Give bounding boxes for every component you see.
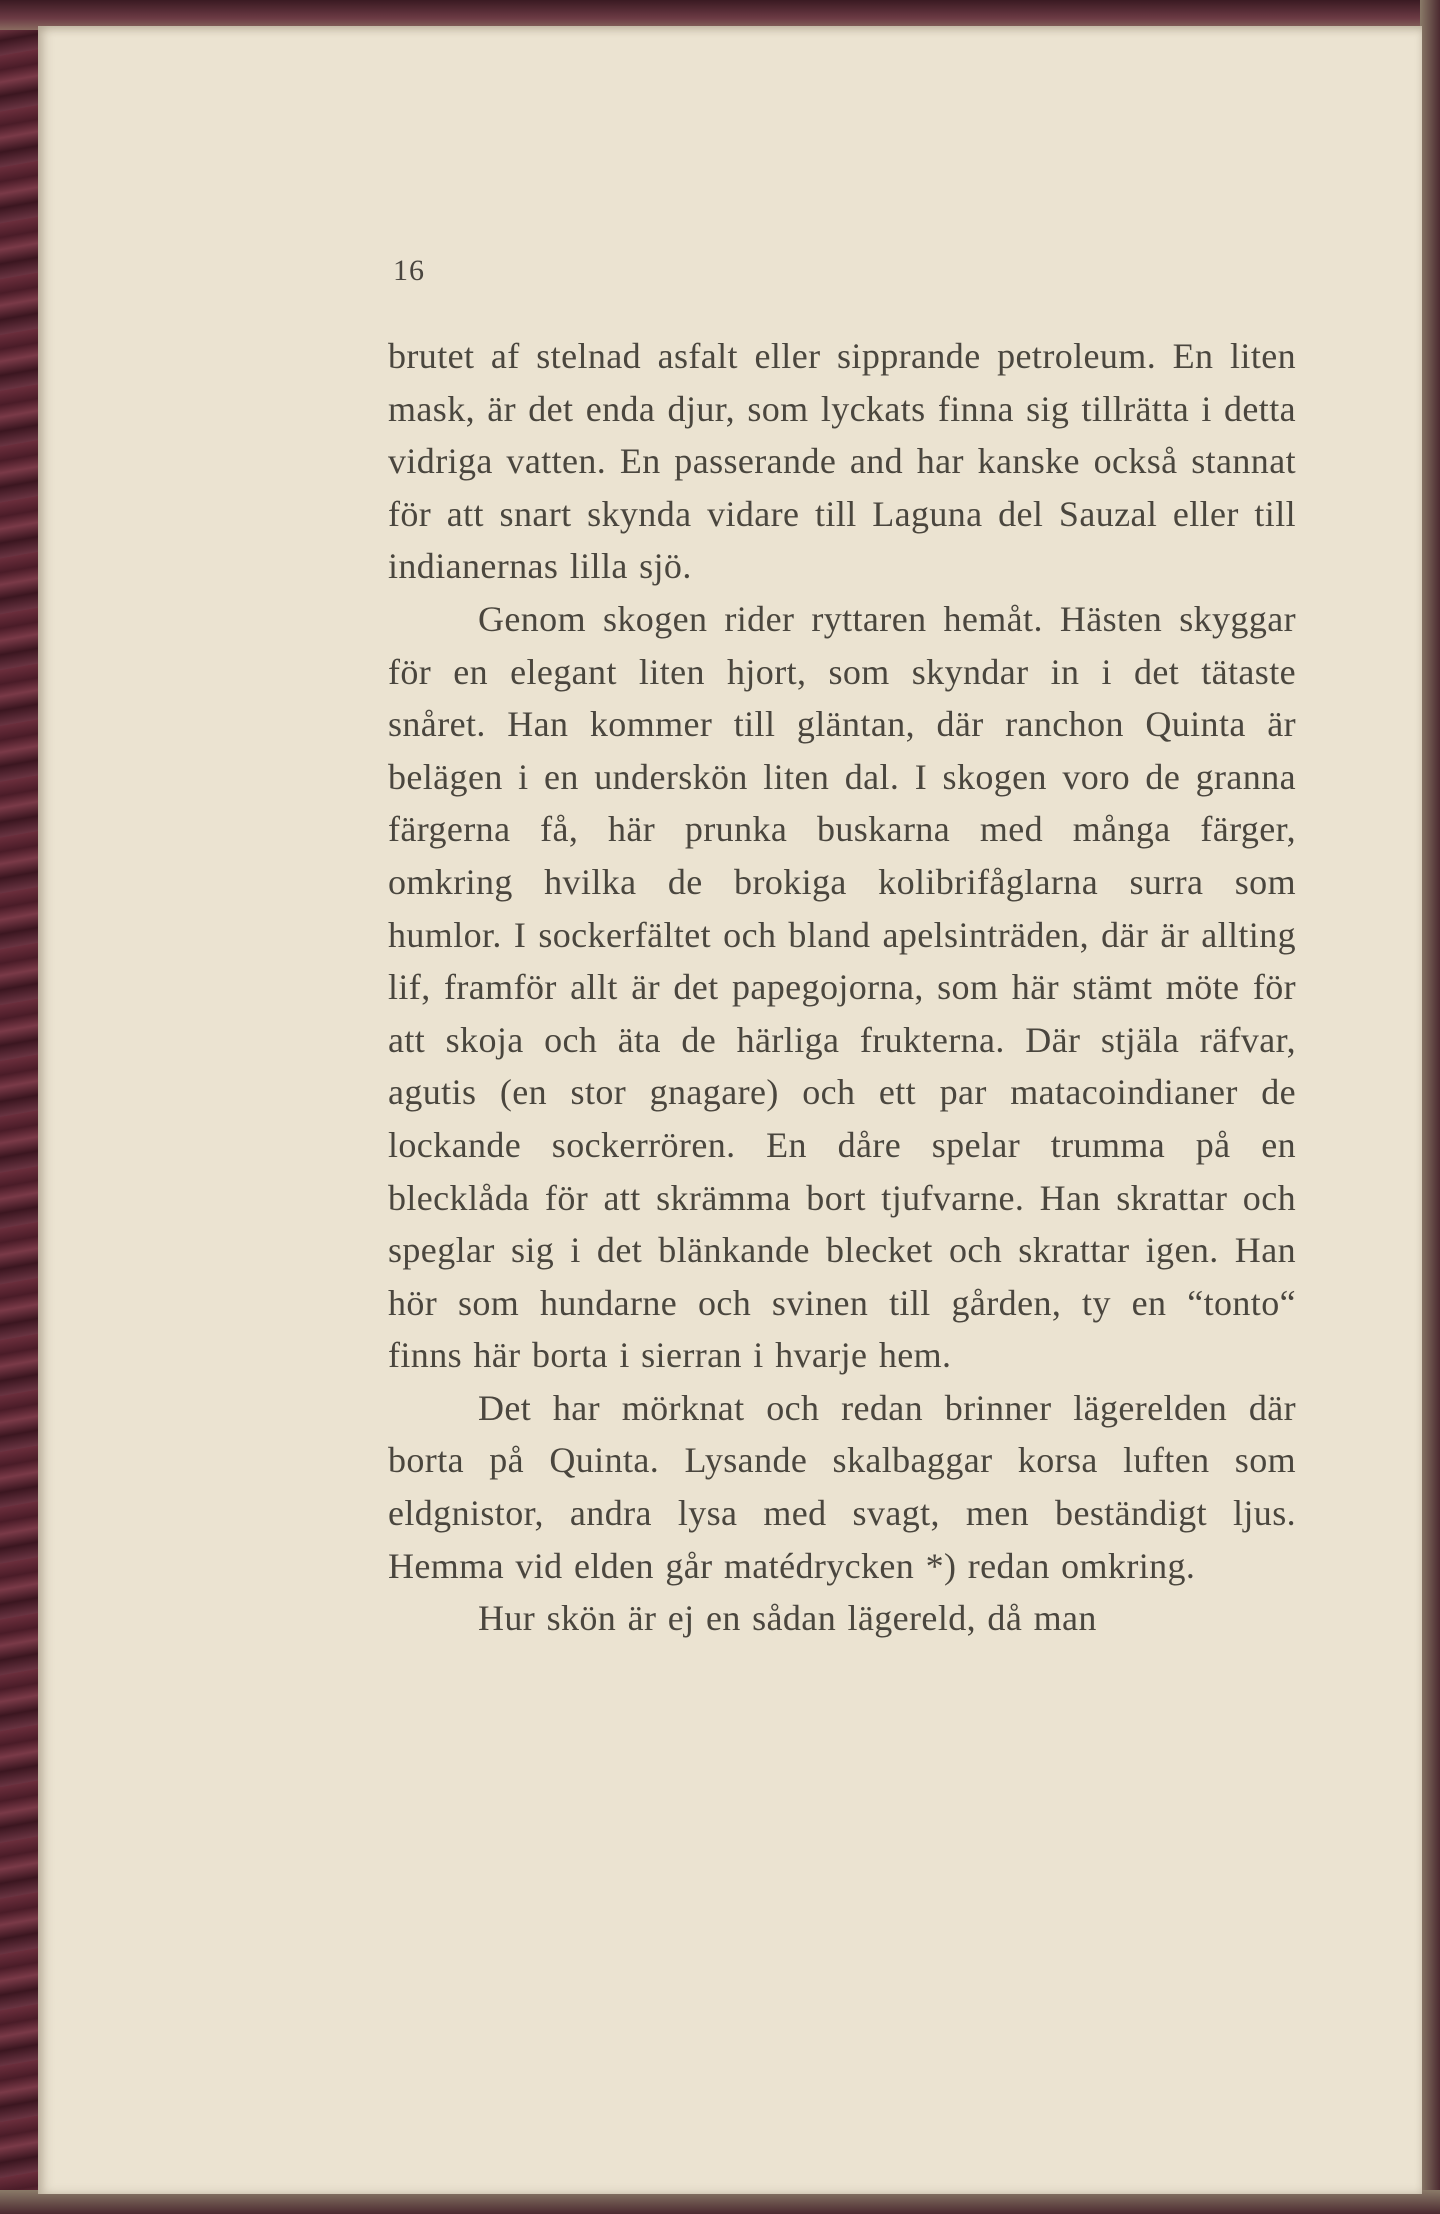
paragraph: Hur skön är ej en sådan lägereld, då man <box>478 1598 1097 1639</box>
body-text <box>388 330 1296 1645</box>
book-cover-right-edge <box>1420 0 1440 2214</box>
paragraph: Det har mörknat och redan brinner lägerelden där borta på Quinta. Lysande skalbaggar korsa luften som eldgnistor, andra lysa med svagt, men beständigt ljus. Hemma vid elden går matédrycken *) redan omkring. <box>388 1387 1296 1586</box>
paragraph: brutet af stelnad asfalt eller sipprande petroleum. En liten mask, är det enda djur, som lyckats finna sig tillrätta i detta vidriga vatten. En passerande and har kanske också stannat för att snart skynda vidare till Laguna del Sauzal eller till indianernas lilla sjö. <box>388 336 1296 587</box>
paragraph: Genom skogen rider ryttaren hemåt. Hästen skyggar för en elegant liten hjort, som skyndar in i det tätaste snåret. Han kommer till gläntan, där ranchon Quinta är belägen i en underskön liten dal. I skogen voro de granna färgerna få, här prunka buskarna med många färger, omkring hvilka de brokiga kolibrifåglarna surra som humlor. I sockerfältet och bland apelsinträden, där är allting lif, framför allt är det papegojorna, som här stämt möte för att skoja och äta de härliga frukterna. Där stjäla räfvar, agutis (en stor gnagare) och ett par matacoindianer de lockande sockerrören. En dåre spelar trumma på en blecklåda för att skrämma bort tjufvarne. Han skrattar och speglar sig i det blänkande blecket och skrattar igen. Han hör som hundarne och svinen till gården, ty en “tonto“ finns här borta i sierran i hvarje hem. <box>388 598 1296 1376</box>
book-cover-left-edge <box>0 0 40 2214</box>
page-number: 16 <box>393 254 425 287</box>
book-page <box>38 26 1422 2194</box>
